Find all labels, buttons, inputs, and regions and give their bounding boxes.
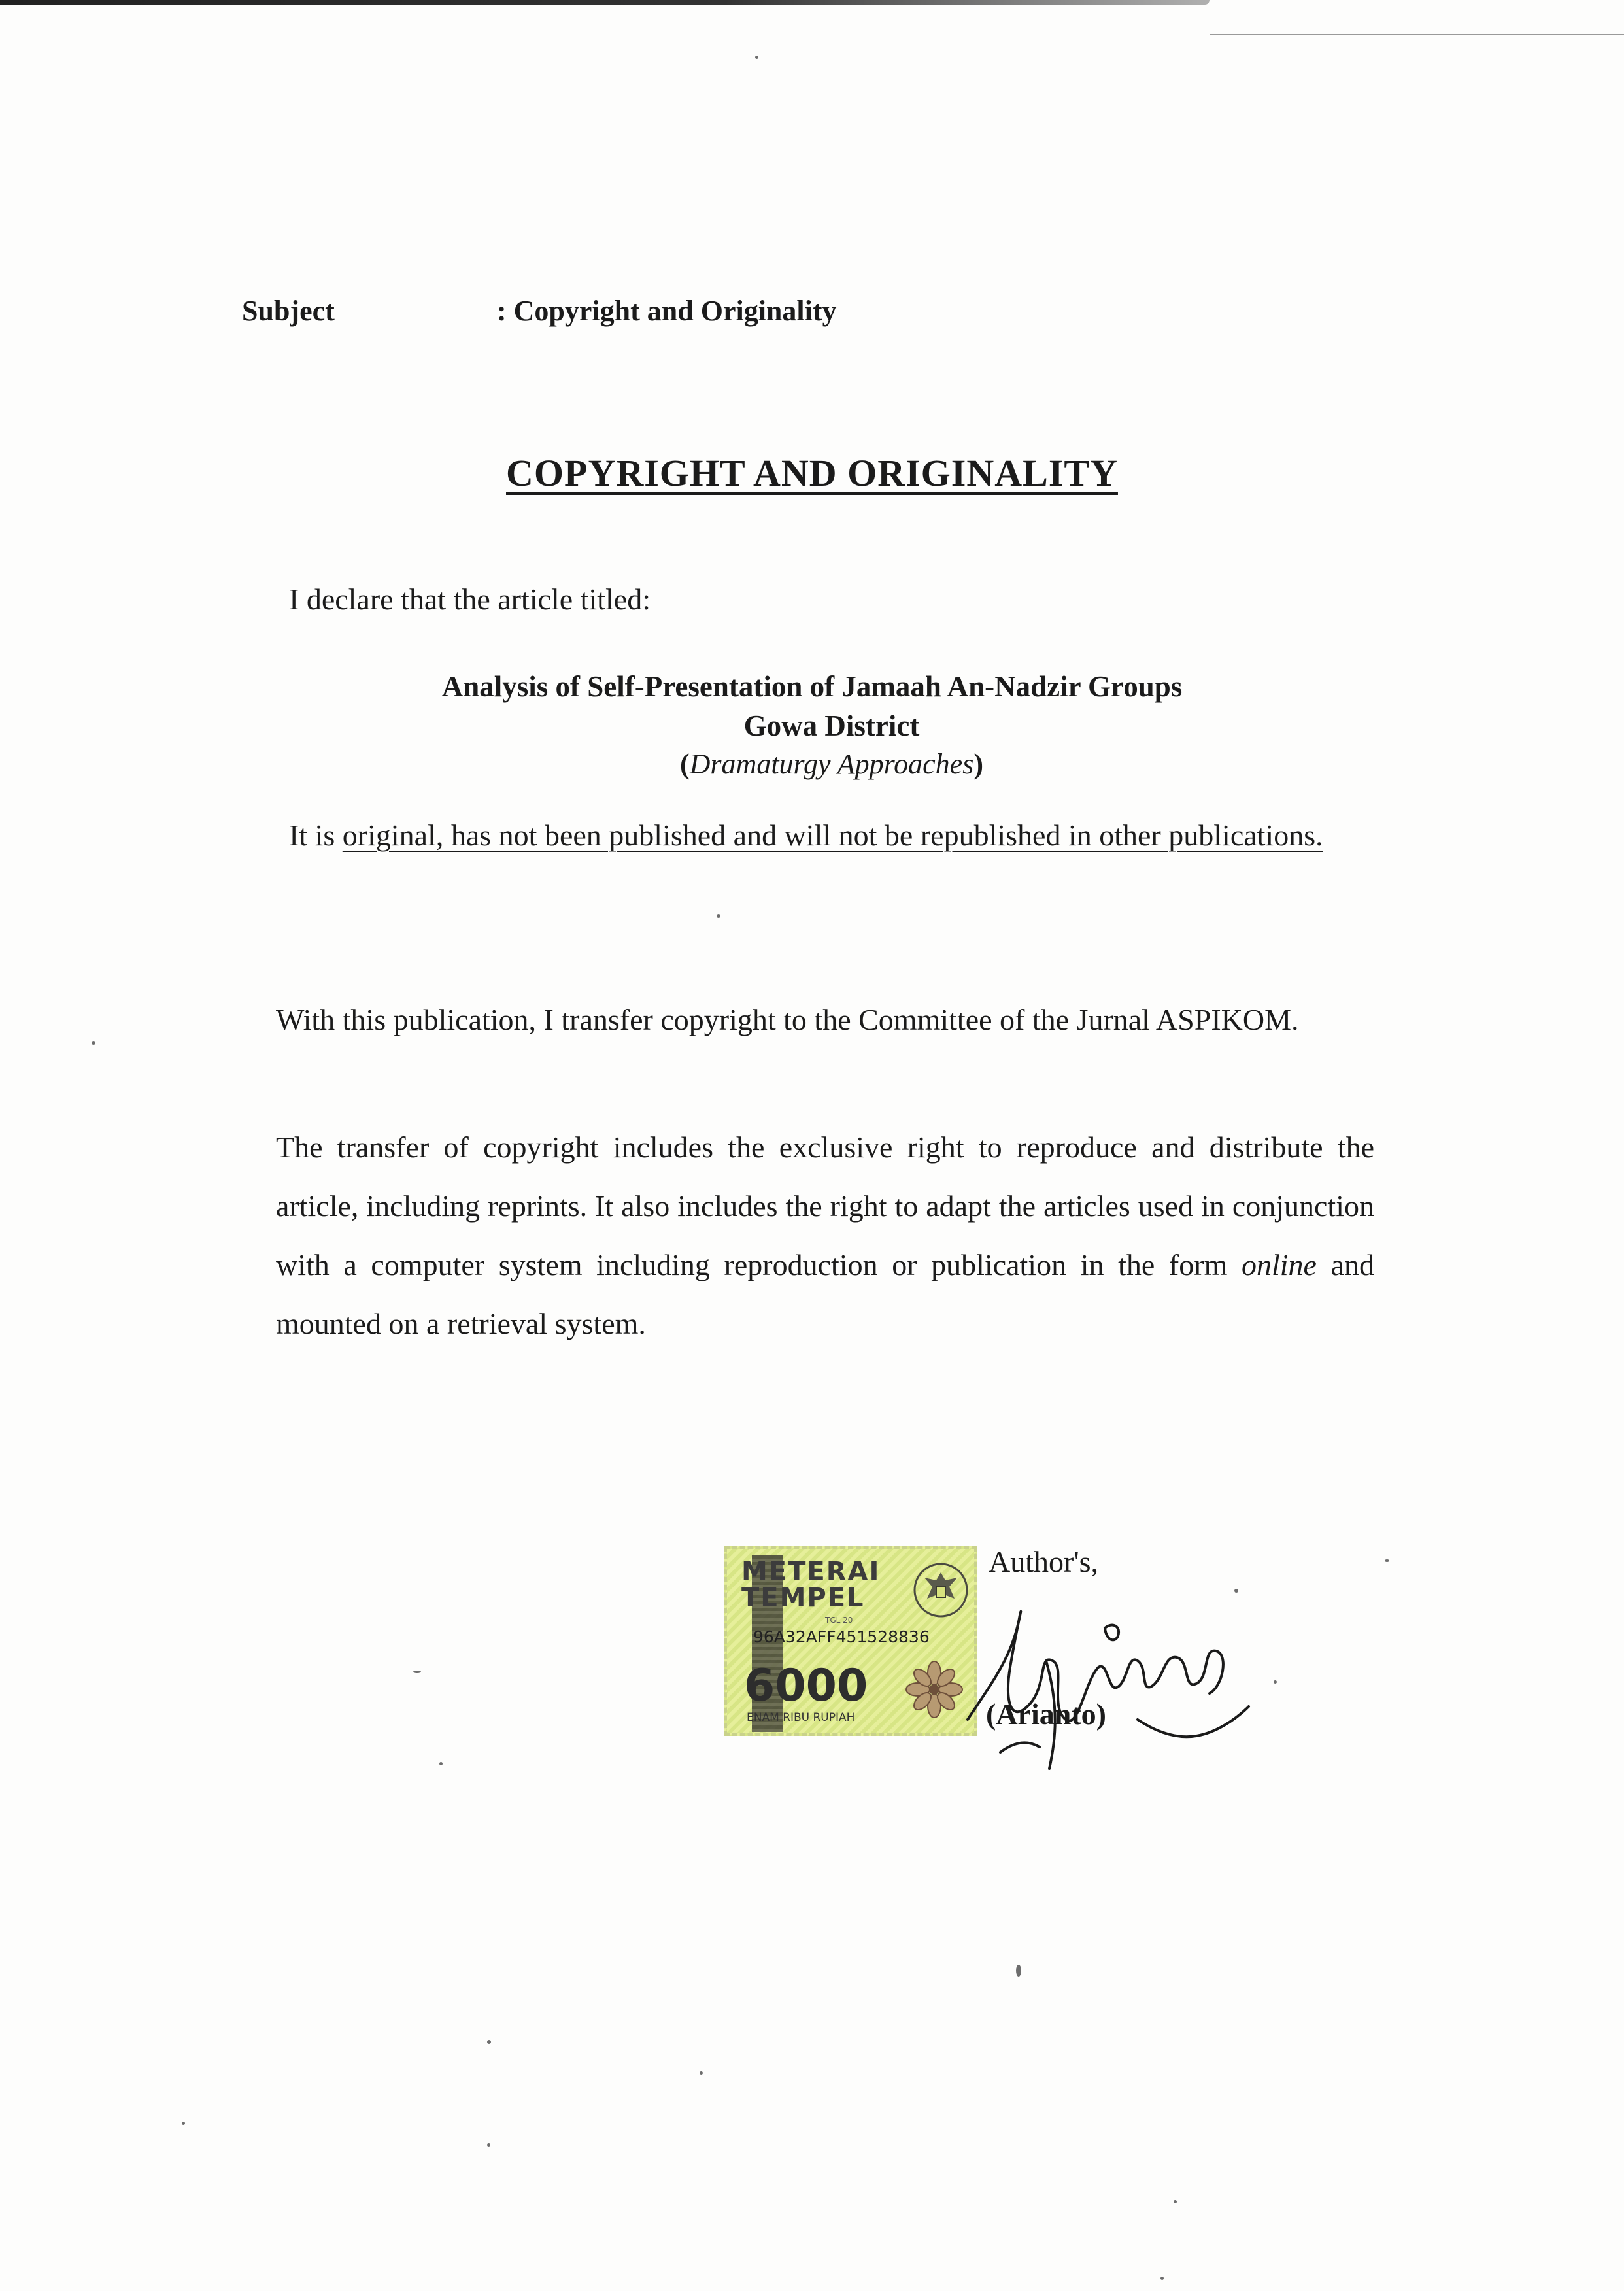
handwritten-signature: [941, 1576, 1294, 1772]
author-name: (Arianto): [986, 1697, 1106, 1731]
scan-speck: [1160, 2277, 1164, 2280]
stamp-date-label: TGL 20: [825, 1616, 853, 1625]
stamp-line2: TEMPEL: [741, 1583, 865, 1613]
stamp-serial: 96A32AFF451528836: [753, 1627, 930, 1646]
transfer-paragraph: With this publication, I transfer copyright to the Committee of the Jurnal ASPIKOM.: [276, 1003, 1299, 1036]
scan-speck: [92, 1041, 95, 1045]
article-title-line1: Analysis of Self-Presentation of Jamaah An-Nadzir Groups: [441, 670, 1183, 703]
scan-speck: [1174, 2200, 1177, 2203]
subject-label: Subject: [242, 295, 335, 327]
rights-italic-word: online: [1241, 1248, 1317, 1281]
scan-speck: [1234, 1589, 1238, 1593]
article-title-block: [0, 667, 1624, 783]
scan-speck: [700, 2071, 703, 2075]
stamp-line1: METERAI: [741, 1557, 881, 1587]
originality-statement: [289, 806, 1374, 865]
article-subtitle: (Dramaturgy Approaches): [680, 748, 983, 780]
rights-paragraph: [276, 1118, 1374, 1353]
article-subtitle-text: Dramaturgy Approaches: [689, 748, 974, 780]
author-label: Author's,: [989, 1545, 1099, 1578]
scan-speck: [1016, 1965, 1021, 1977]
scan-edge: [0, 0, 1210, 5]
stamp-words: ENAM RIBU RUPIAH: [747, 1711, 855, 1724]
scan-speck: [439, 1762, 443, 1765]
subject-value: : Copyright and Originality: [497, 295, 837, 327]
document-title: [0, 451, 1624, 495]
rights-text-end: and mounted on a retrieval system.: [276, 1248, 1374, 1340]
scan-speck: [1274, 1680, 1277, 1684]
revenue-stamp: [724, 1546, 977, 1736]
originality-prefix: It is: [289, 819, 343, 852]
scan-speck: [487, 2040, 491, 2044]
scan-speck: [182, 2122, 185, 2125]
rights-text-start: The transfer of copyright includes the exclusive right to reproduce and distribute the article, including reprints. It also includes the right to adapt the articles used in conjunction with a computer system including reproduction or publication in the form: [276, 1130, 1374, 1281]
declaration-intro: I declare that the article titled:: [289, 583, 651, 616]
document-title-text: COPYRIGHT AND ORIGINALITY: [506, 452, 1118, 494]
scan-speck: [717, 914, 720, 918]
originality-underlined: original, has not been published and will not be republished in other publications.: [342, 819, 1323, 852]
scan-speck: [487, 2143, 490, 2147]
scan-speck: [1385, 1559, 1389, 1562]
scan-edge-line: [1210, 34, 1624, 35]
scan-speck: [413, 1671, 421, 1673]
stamp-value: 6000: [744, 1660, 868, 1712]
article-title-line2: Gowa District: [743, 709, 920, 742]
scan-speck: [755, 56, 758, 59]
